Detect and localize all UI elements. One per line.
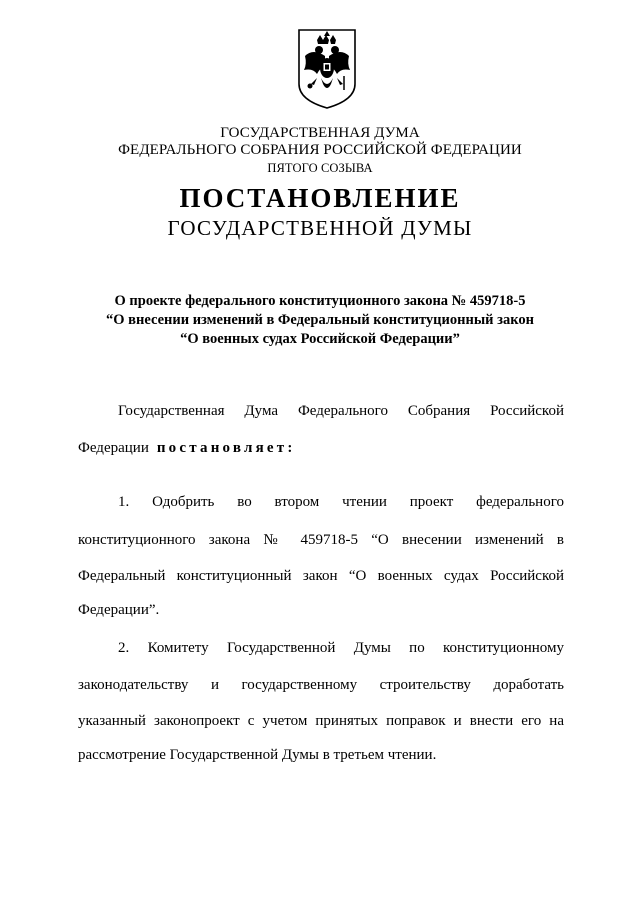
item1-line1: 1. Одобрить во втором чтении проект федерального xyxy=(118,494,564,510)
org-name-line1: ГОСУДАРСТВЕННАЯ ДУМА xyxy=(220,125,420,141)
item2-line4: рассмотрение Государственной Думы в третьем чтении. xyxy=(78,747,437,763)
item1-line2: конституционного закона № 459718-5 “О внесении изменений в xyxy=(78,532,564,548)
item1-line4: Федерации”. xyxy=(78,602,160,618)
preamble-federation-word: Федерации xyxy=(78,440,149,456)
document-subtitle: ГОСУДАРСТВЕННОЙ ДУМЫ xyxy=(167,216,473,240)
resolves-word: постановляет: xyxy=(156,440,296,456)
item1-line3: Федеральный конституционный закон “О военных судах Российской xyxy=(78,568,564,584)
preamble-line1: Государственная Дума Федерального Собрания Российской xyxy=(118,403,564,419)
coat-of-arms-icon xyxy=(295,26,359,110)
org-name-line2: ФЕДЕРАЛЬНОГО СОБРАНИЯ РОССИЙСКОЙ ФЕДЕРАЦИИ xyxy=(118,142,522,158)
subject-line3: “О военных судах Российской Федерации” xyxy=(180,331,460,347)
document-title: ПОСТАНОВЛЕНИЕ xyxy=(179,183,461,213)
item2-line1: 2. Комитету Государственной Думы по конституционному xyxy=(118,640,564,656)
item2-line3: указанный законопроект с учетом принятых поправок и внести его на xyxy=(78,713,564,729)
subject-line1: О проекте федерального конституционного закона № 459718-5 xyxy=(114,293,526,309)
preamble-line2 xyxy=(78,438,564,458)
item2-line2: законодательству и государственному строительству доработать xyxy=(78,677,564,693)
subject-line2: “О внесении изменений в Федеральный конституционный закон xyxy=(106,312,534,328)
convocation-line: ПЯТОГО СОЗЫВА xyxy=(267,161,373,175)
